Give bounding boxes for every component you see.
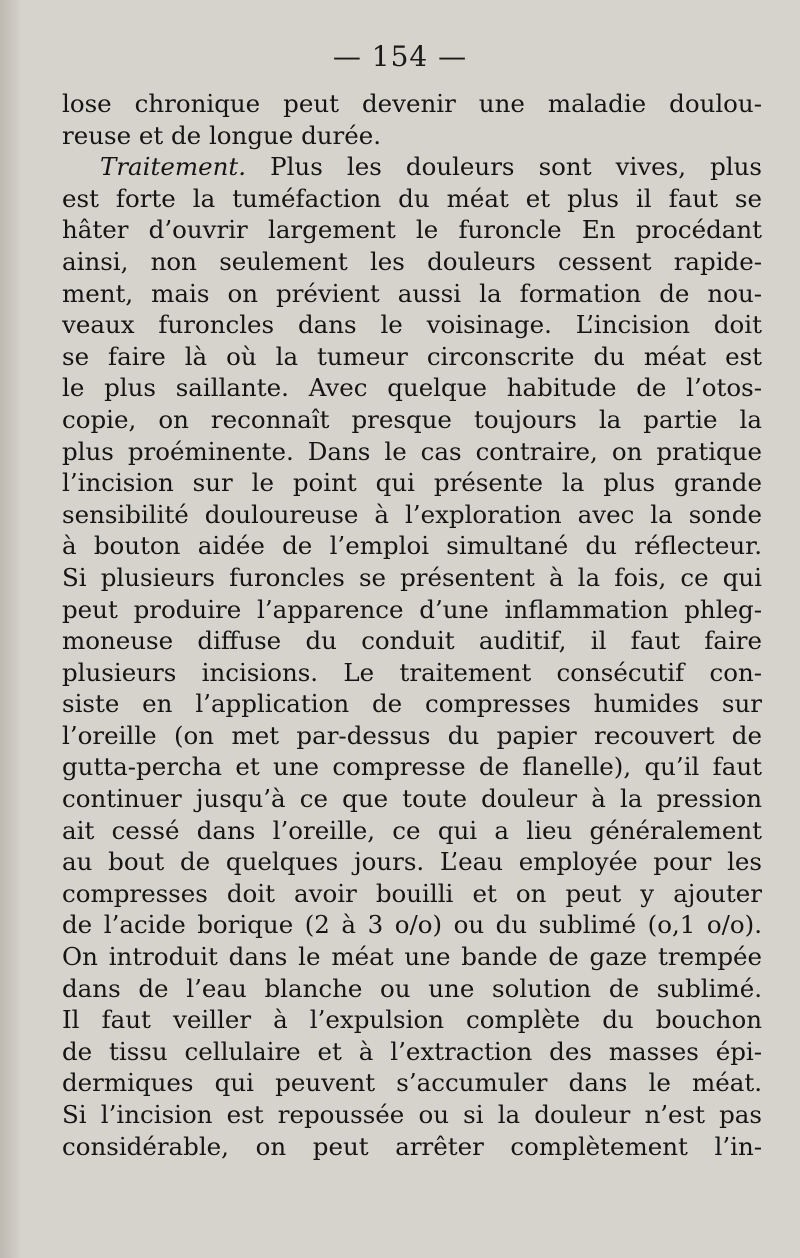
text-line: au bout de quelques jours. L’eau employée pour les (62, 847, 762, 877)
text-line: le plus saillante. Avec quelque habitude de l’otos- (62, 373, 762, 403)
text-line-rest: Plus les douleurs sont vives, plus (270, 152, 762, 182)
text-line: à bouton aidée de l’emploi simultané du réflecteur. (62, 531, 762, 561)
text-line: se faire là où la tumeur circonscrite du méat est (62, 341, 762, 371)
text-line: hâter d’ouvrir largement le furoncle En procédant (62, 215, 762, 245)
text-line-paragraph-start (62, 151, 762, 183)
page-number: — 154 — (332, 40, 468, 73)
text-line: compresses doit avoir bouilli et on peut y ajouter (62, 878, 762, 908)
body-text (62, 88, 762, 1162)
text-line: ment, mais on prévient aussi la formation de nou- (62, 278, 762, 308)
text-line: ainsi, non seulement les douleurs cessent rapide- (62, 246, 762, 276)
text-line: l’incision sur le point qui présente la plus grande (62, 468, 762, 498)
text-line: plusieurs incisions. Le traitement consécutif con- (62, 657, 762, 687)
text-line: moneuse diffuse du conduit auditif, il faut faire (62, 626, 762, 656)
text-line: considérable, on peut arrêter complètement l’in- (62, 1131, 762, 1161)
text-line: de l’acide borique (2 à 3 o/o) ou du sublimé (o,1 o/o). (62, 910, 762, 940)
text-line: ait cessé dans l’oreille, ce qui a lieu généralement (62, 815, 762, 845)
text-line: sensibilité douloureuse à l’exploration avec la sonde (62, 499, 762, 529)
text-line: copie, on reconnaît presque toujours la partie la (62, 404, 762, 434)
text-line: dermiques qui peuvent s’accumuler dans le méat. (62, 1068, 762, 1098)
text-line: Si plusieurs furoncles se présentent à la fois, ce qui (62, 562, 762, 592)
text-line: reuse et de longue durée. (62, 120, 382, 150)
text-line: siste en l’application de compresses humides sur (62, 689, 762, 719)
text-line: gutta-percha et une compresse de flanelle), qu’il faut (62, 752, 762, 782)
text-line: l’oreille (on met par-dessus du papier recouvert de (62, 720, 762, 750)
text-line: plus proéminente. Dans le cas contraire, on pratique (62, 436, 762, 466)
text-line: de tissu cellulaire et à l’extraction des masses épi- (62, 1036, 762, 1066)
text-line: est forte la tuméfaction du méat et plus il faut se (62, 183, 762, 213)
text-line: lose chronique peut devenir une maladie doulou- (62, 89, 762, 118)
text-line: On introduit dans le méat une bande de gaze trempée (62, 942, 762, 972)
text-line: peut produire l’apparence d’une inflammation phleg- (62, 594, 762, 624)
text-line: Si l’incision est repoussée ou si la douleur n’est pas (62, 1100, 762, 1129)
text-line: veaux furoncles dans le voisinage. L’incision doit (62, 310, 762, 340)
text-line: dans de l’eau blanche ou une solution de sublimé. (62, 973, 762, 1003)
text-line: continuer jusqu’à ce que toute douleur à la pression (62, 784, 762, 814)
section-lead-italic: Traitement. (100, 152, 246, 182)
text-line: Il faut veiller à l’expulsion complète du bouchon (62, 1005, 762, 1035)
